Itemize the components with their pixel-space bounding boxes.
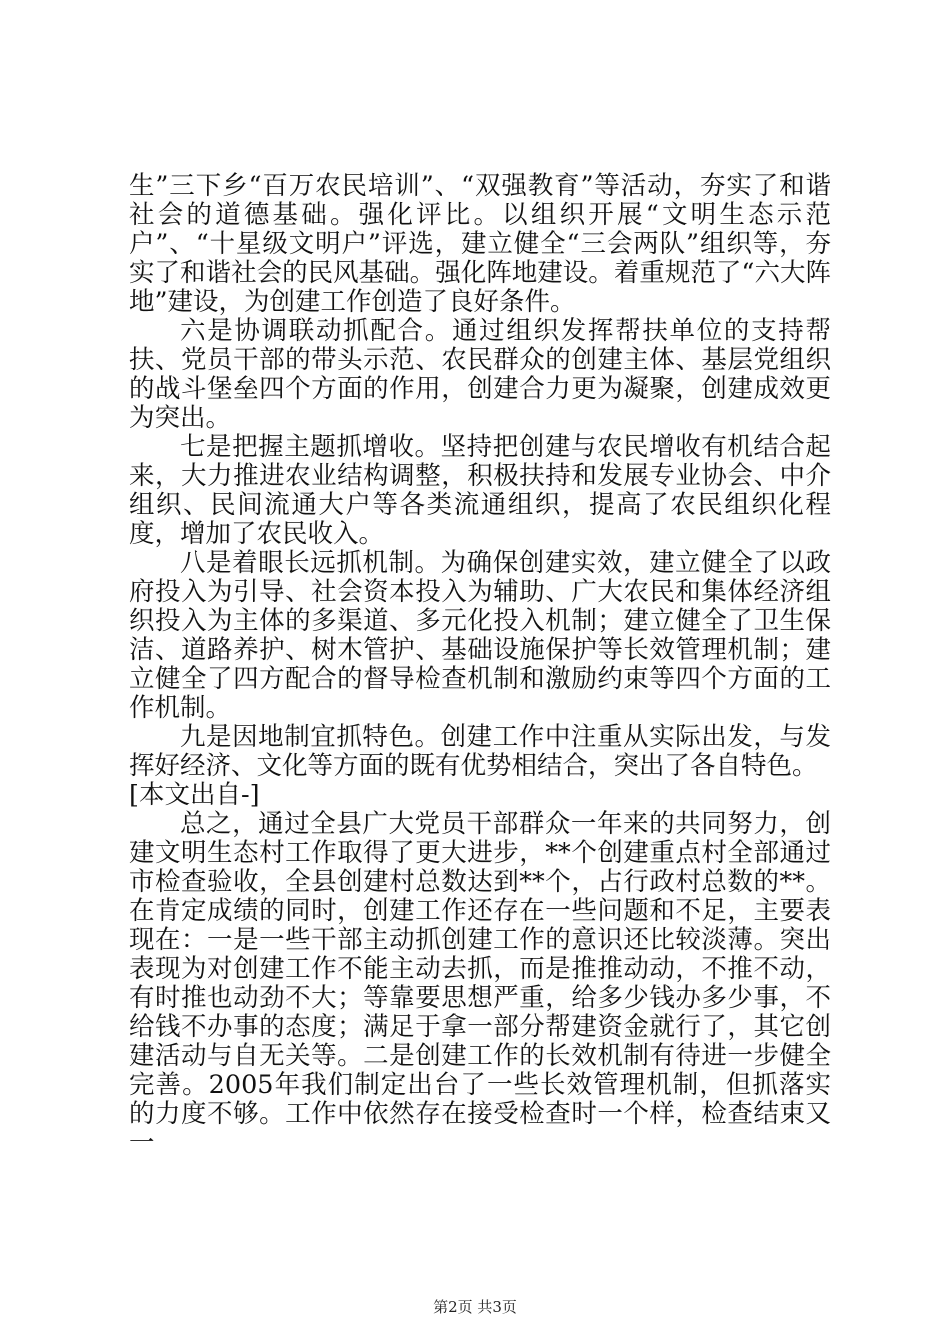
page-footer: 第2页 共3页 (433, 1298, 517, 1316)
paragraph-summary: 总之，通过全县广大党员干部群众一年来的共同努力，创建文明生态村工作取得了更大进步，**个创建重点村全部通过市检查验收，全县创建村总数达到**个，占行政村总数的**。在肯定成绩的同时，创建工作还存在一些问题和不足，主要表现在：一是一些干部主动抓创建工作的意识还比较淡薄。突出表现为对创建工作不能主动去抓，而是推推动动，不推不动，有时推也动劲不大；等靠要思想严重，给多少钱办多少事，不给钱不办事的态度；满足于拿一部分帮建资金就行了，其它创建活动与自无关等。二是创建工作的长效机制有待进一步健全完善。2005年我们制定出台了一些长效管理机制，但抓落实的力度不够。工作中依然存在接受检查时一个样，检查结束又一 (129, 809, 831, 1158)
body-text (129, 172, 831, 1158)
paragraph-eight: 八是着眼长远抓机制。为确保创建实效，建立健全了以政府投入为引导、社会资本投入为辅助、广大农民和集体经济组织投入为主体的多渠道、多元化投入机制；建立健全了卫生保洁、道路养护、树木管护、基础设施保护等长效管理机制；建立健全了四方配合的督导检查机制和激励约束等四个方面的工作机制。 (129, 548, 831, 723)
paragraph-seven: 七是把握主题抓增收。坚持把创建与农民增收有机结合起来，大力推进农业结构调整，积极扶持和发展专业协会、中介组织、民间流通大户等各类流通组织，提高了农民组织化程度，增加了农民收入。 (129, 432, 831, 549)
paragraph-continuation: 生”三下乡“百万农民培训”、“双强教育”等活动，夯实了和谐社会的道德基础。强化评比。以组织开展“文明生态示范户”、“十星级文明户”评选，建立健全“三会两队”组织等，夯实了和谐社会的民风基础。强化阵地建设。着重规范了“六大阵地”建设，为创建工作创造了良好条件。 (129, 171, 831, 317)
source-note: [本文出自-] (129, 780, 260, 810)
paragraph-nine: 九是因地制宜抓特色。创建工作中注重从实际出发，与发挥好经济、文化等方面的既有优势相结合，突出了各自特色。 (129, 722, 831, 781)
paragraph-six: 六是协调联动抓配合。通过组织发挥帮扶单位的支持帮扶、党员干部的带头示范、农民群众的创建主体、基层党组织的战斗堡垒四个方面的作用，创建合力更为凝聚，创建成效更为突出。 (129, 316, 831, 433)
